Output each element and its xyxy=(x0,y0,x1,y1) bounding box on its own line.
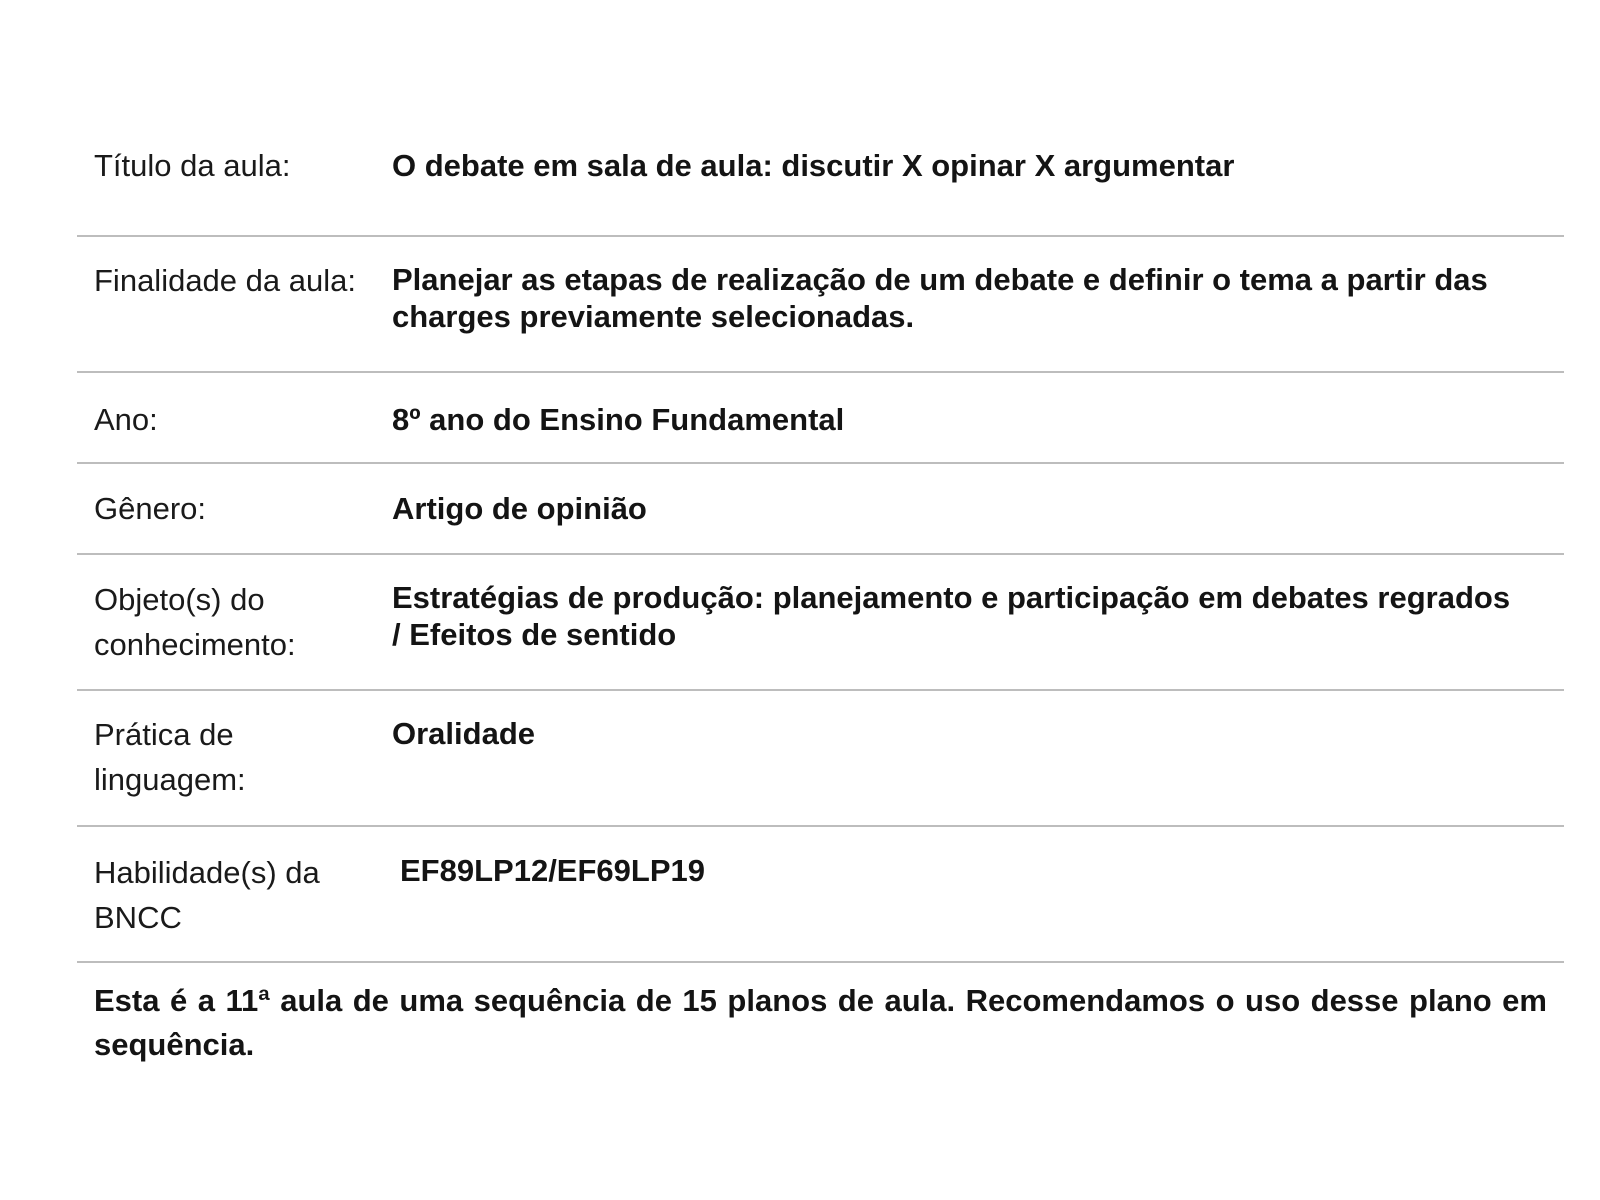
lesson-purpose-value: Planejar as etapas de realização de um debate e definir o tema a partir das charges previamente selecionadas. xyxy=(392,262,1488,334)
sequence-note: Esta é a 11ª aula de uma sequência de 15 planos de aula. Recomendamos o uso desse plano em sequência. xyxy=(94,983,1547,1062)
knowledge-objects-label: Objeto(s) do conhecimento: xyxy=(94,582,296,662)
row-language-practice xyxy=(77,691,1564,827)
knowledge-objects-value: Estratégias de produção: planejamento e participação em debates regrados / Efeitos de sentido xyxy=(392,580,1511,652)
lesson-plan-table xyxy=(77,116,1564,1067)
lesson-title-label: Título da aula: xyxy=(94,148,291,183)
row-lesson-title xyxy=(77,116,1564,237)
genre-value: Artigo de opinião xyxy=(392,491,647,526)
genre-label: Gênero: xyxy=(94,491,207,526)
row-bncc-skills xyxy=(77,827,1564,963)
row-year xyxy=(77,373,1564,464)
row-knowledge-objects xyxy=(77,555,1564,691)
bncc-skills-label: Habilidade(s) da BNCC xyxy=(94,855,320,935)
row-lesson-purpose xyxy=(77,237,1564,373)
language-practice-value: Oralidade xyxy=(392,716,535,751)
year-value: 8º ano do Ensino Fundamental xyxy=(392,402,845,437)
language-practice-label: Prática de linguagem: xyxy=(94,717,246,797)
lesson-purpose-label: Finalidade da aula: xyxy=(94,263,356,298)
lesson-title-value: O debate em sala de aula: discutir X opinar X argumentar xyxy=(392,148,1235,183)
year-label: Ano: xyxy=(94,402,158,437)
row-genre xyxy=(77,464,1564,555)
bncc-skills-value: EF89LP12/EF69LP19 xyxy=(400,853,705,888)
